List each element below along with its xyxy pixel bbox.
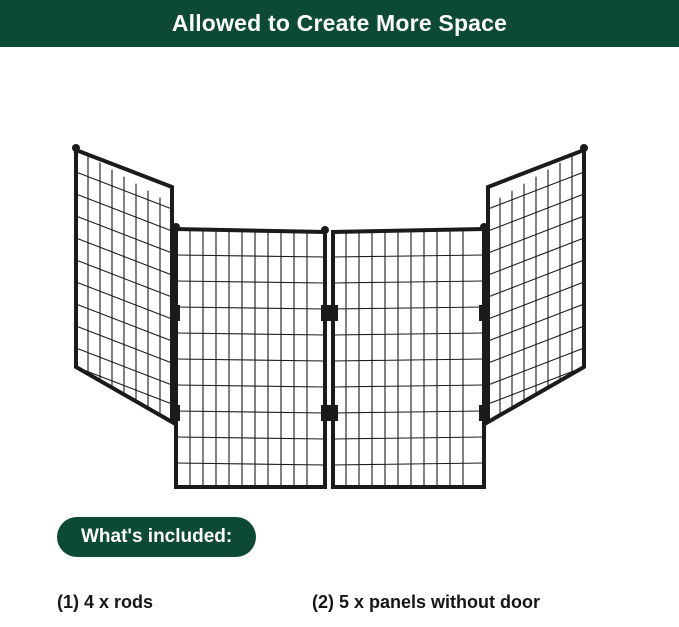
whats-included-label: What's included: xyxy=(81,526,233,547)
list-item: (2) 5 x panels without door xyxy=(312,592,541,612)
page-title: Allowed to Create More Space xyxy=(171,10,508,36)
product-image xyxy=(0,47,679,497)
header-banner xyxy=(0,0,679,47)
included-items-list xyxy=(0,592,679,627)
list-item: (1) 4 x rods xyxy=(57,592,154,612)
whats-included-badge xyxy=(57,517,256,557)
playpen-illustration xyxy=(0,47,679,497)
